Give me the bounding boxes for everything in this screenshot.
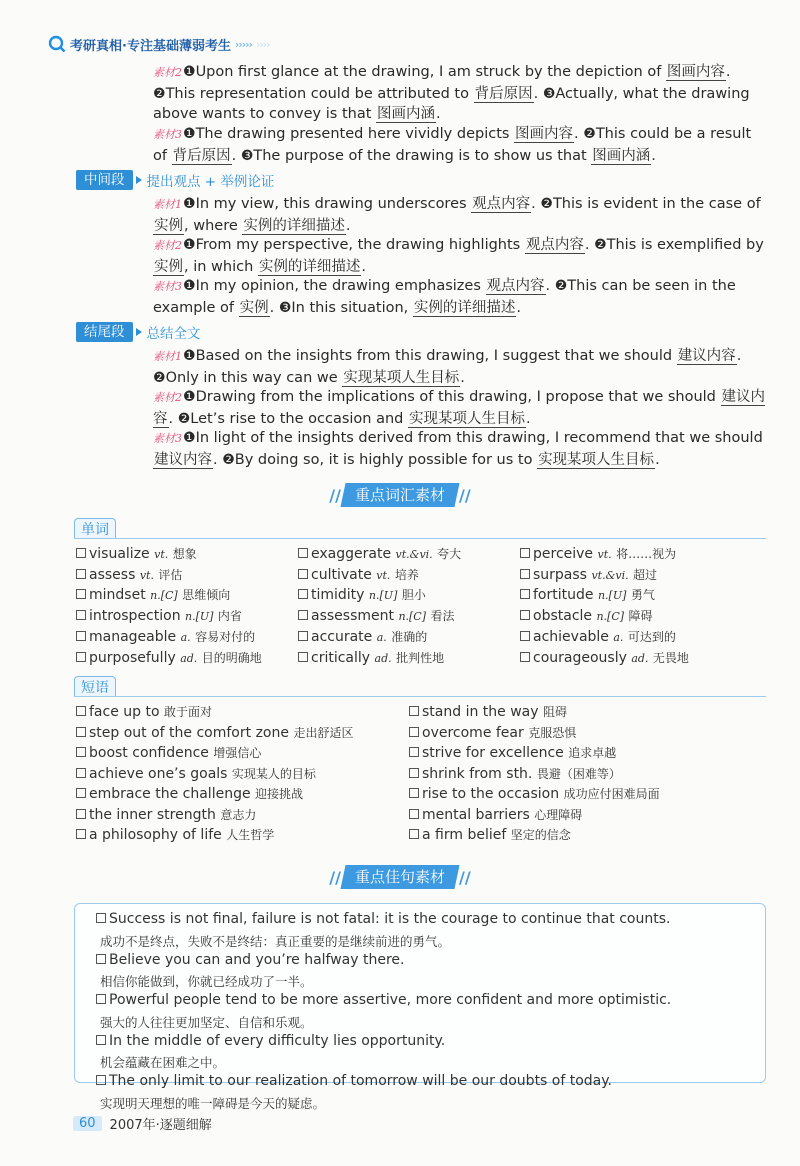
word-item <box>76 628 255 645</box>
vocab-banner <box>0 482 800 508</box>
num-1: ❶ <box>183 64 196 80</box>
word-zh: 将……视为 <box>616 547 677 561</box>
section-label: 中间段 <box>76 170 133 190</box>
num-1: ❶ <box>183 389 196 405</box>
text: . <box>725 64 731 80</box>
phrase-en: a firm belief <box>422 827 507 843</box>
text: . <box>545 278 555 294</box>
text: . <box>584 237 595 253</box>
word-pos: n.[C] <box>150 589 178 603</box>
word-item <box>520 628 676 645</box>
word-en: perceive <box>533 546 594 562</box>
word-en: obstacle <box>533 608 593 625</box>
sentence-zh: 强大的人往往更加坚定、自信和乐观。 <box>100 1014 313 1030</box>
word-item <box>298 566 419 583</box>
checkbox-icon[interactable] <box>409 727 419 737</box>
sentence-zh: 实现明天理想的唯一障碍是今天的疑虑。 <box>100 1095 326 1111</box>
text: , in which <box>184 258 258 275</box>
arrows-decor: ››››› <box>234 37 252 51</box>
num-1: ❶ <box>183 196 196 212</box>
slash-decor: // <box>459 867 471 887</box>
word-item <box>76 566 182 583</box>
checkbox-icon[interactable] <box>96 913 106 923</box>
word-pos: n.[U] <box>185 610 214 624</box>
word-item <box>298 607 455 624</box>
text: . <box>361 258 367 275</box>
text: . <box>213 451 223 468</box>
text: Based on the insights from this drawing, I suggest that we should <box>195 348 677 364</box>
word-pos: n.[U] <box>597 589 627 603</box>
phrase-zh: 走出舒适区 <box>293 725 354 740</box>
text: Only in this way can we <box>165 369 343 386</box>
num-2: ❷ <box>594 237 607 253</box>
word-item <box>298 628 427 645</box>
phrase-zh: 追求卓越 <box>568 746 617 760</box>
word-pos: a. <box>180 630 191 644</box>
text: The drawing presented here vividly depicts <box>195 126 515 142</box>
phrase-item <box>76 744 261 761</box>
banner-title: 重点词汇素材 <box>354 486 445 504</box>
word-en: assessment <box>311 608 394 625</box>
checkbox-icon[interactable] <box>409 829 419 839</box>
num-1: ❶ <box>183 237 196 253</box>
checkbox-icon[interactable] <box>298 610 308 620</box>
word-en: courageously <box>533 649 627 666</box>
sentence-en-text: Believe you can and you’re halfway there. <box>109 951 405 968</box>
checkbox-icon[interactable] <box>409 788 419 798</box>
text: . <box>436 106 441 123</box>
text: This representation could be attributed to <box>165 85 474 102</box>
checkbox-icon[interactable] <box>76 829 86 839</box>
checkbox-icon[interactable] <box>520 589 530 599</box>
checkbox-icon[interactable] <box>76 768 86 778</box>
blank-underline: 图画内涵 <box>377 106 435 123</box>
footer-title: 2007年·逐题细解 <box>109 1118 212 1133</box>
word-pos: vt. <box>154 548 169 561</box>
sentence-en-text: The only limit to our realization of tomorrow will be our doubts of today. <box>109 1073 613 1090</box>
phrases-label: 短语 <box>74 676 116 697</box>
phrase-en: mental barriers <box>422 806 530 823</box>
word-zh: 可达到的 <box>627 629 676 644</box>
text: , where <box>184 217 243 234</box>
checkbox-icon[interactable] <box>76 747 86 757</box>
word-zh: 看法 <box>430 609 455 624</box>
phrase-item <box>76 785 303 802</box>
checkbox-icon[interactable] <box>76 569 86 579</box>
blank-underline: 图画内容 <box>666 64 725 80</box>
checkbox-icon[interactable] <box>76 589 86 599</box>
word-en: achievable <box>533 628 609 645</box>
word-zh: 培养 <box>394 567 419 582</box>
word-pos: a. <box>613 630 624 644</box>
phrase-zh: 人生哲学 <box>226 828 275 842</box>
phrase-zh: 增强信心 <box>213 746 262 760</box>
blank-underline: 图画内容 <box>515 126 574 142</box>
text: In my opinion, the drawing emphasizes <box>195 278 486 294</box>
num-3: ❸ <box>278 299 292 316</box>
num-3: ❸ <box>542 85 556 102</box>
template-tag: 素材3 <box>153 280 182 293</box>
section-subtitle: 总结全文 <box>146 326 201 342</box>
word-en: mindset <box>89 587 146 604</box>
phrase-zh: 阻碍 <box>542 705 567 719</box>
blank-underline: 建议内容 <box>153 389 765 427</box>
checkbox-icon[interactable] <box>76 809 86 819</box>
checkbox-icon[interactable] <box>409 747 419 757</box>
word-item <box>76 545 197 562</box>
template-tag: 素材2 <box>153 391 182 404</box>
blank-underline: 实例的详细描述 <box>258 258 361 275</box>
word-pos: vt.&vi. <box>591 568 629 582</box>
phrase-en: embrace the challenge <box>89 786 251 802</box>
text: In this situation, <box>291 299 413 316</box>
checkbox-icon[interactable] <box>76 727 86 737</box>
checkbox-icon[interactable] <box>96 1075 106 1085</box>
sentence-en <box>96 1033 445 1049</box>
text: . <box>655 451 660 468</box>
text: The purpose of the drawing is to show us that <box>253 147 592 164</box>
num-2: ❷ <box>153 85 166 102</box>
word-pos: ad. <box>374 651 392 665</box>
phrase-zh: 意志力 <box>220 807 257 822</box>
banner-box <box>340 483 459 507</box>
sentence-en-text: In the middle of every difficulty lies opportunity. <box>109 1032 446 1049</box>
checkbox-icon[interactable] <box>520 652 530 662</box>
word-zh: 勇气 <box>630 588 655 603</box>
checkbox-icon[interactable] <box>409 706 419 716</box>
text: . <box>168 410 178 427</box>
word-en: surpass <box>533 566 587 583</box>
text: Let’s rise to the occasion and <box>190 410 408 427</box>
phrase-zh: 迎接挑战 <box>255 787 304 801</box>
template-tag: 素材1 <box>153 350 182 363</box>
word-item <box>76 607 242 624</box>
phrase-item <box>409 744 616 761</box>
checkbox-icon[interactable] <box>96 994 106 1004</box>
phrase-item <box>409 703 567 720</box>
phrase-item <box>409 765 621 782</box>
word-en: timidity <box>311 587 365 604</box>
word-zh: 目的明确地 <box>201 650 262 665</box>
word-en: accurate <box>311 628 373 645</box>
text: . <box>231 147 241 164</box>
template-tag: 素材1 <box>153 198 182 211</box>
blank-underline: 图画内涵 <box>592 147 651 164</box>
blank-underline: 实例的详细描述 <box>413 299 516 316</box>
slash-decor: // <box>329 867 341 887</box>
checkbox-icon[interactable] <box>96 1035 106 1045</box>
text: This is evident in the case of <box>552 196 761 212</box>
word-en: critically <box>311 649 371 666</box>
word-zh: 评估 <box>158 567 183 582</box>
checkbox-icon[interactable] <box>76 631 86 641</box>
section-middle-heading <box>76 170 274 190</box>
num-2: ❷ <box>177 410 191 427</box>
checkbox-icon[interactable] <box>298 589 308 599</box>
triangle-arrow-icon <box>136 176 142 184</box>
word-zh: 容易对付的 <box>195 629 256 644</box>
word-en: fortitude <box>533 587 594 604</box>
word-pos: vt.&vi. <box>395 548 433 561</box>
phrase-en: face up to <box>89 704 160 720</box>
blank-underline: 建议内容 <box>677 348 736 364</box>
word-zh: 批判性地 <box>396 650 445 665</box>
section-ending-heading <box>76 322 201 342</box>
word-zh: 准确的 <box>391 629 428 644</box>
word-item <box>520 545 676 562</box>
phrase-item <box>409 785 660 802</box>
word-pos: n.[C] <box>398 610 427 624</box>
checkbox-icon[interactable] <box>76 548 86 558</box>
text: From my perspective, the drawing highlights <box>195 237 525 253</box>
phrase-zh: 克服恐惧 <box>528 725 577 740</box>
checkbox-icon[interactable] <box>76 652 86 662</box>
text: . <box>736 348 742 364</box>
text: This can be seen in the example of <box>153 278 736 316</box>
word-zh: 胆小 <box>401 588 426 603</box>
blank-underline: 实现某项人生目标 <box>343 369 460 386</box>
word-en: assess <box>89 566 136 583</box>
blank-underline: 观点内容 <box>525 237 584 253</box>
text: . <box>533 85 543 102</box>
checkbox-icon[interactable] <box>76 706 86 716</box>
phrase-item <box>76 806 256 823</box>
word-pos: a. <box>376 630 387 644</box>
phrase-item <box>409 806 582 823</box>
word-item <box>298 545 461 562</box>
checkbox-icon[interactable] <box>520 610 530 620</box>
phrase-zh: 敢于面对 <box>164 705 213 719</box>
num-2: ❷ <box>222 451 235 468</box>
text: Drawing from the implications of this drawing, I propose that we should <box>195 389 721 405</box>
num-2: ❷ <box>540 196 553 212</box>
word-item <box>76 586 230 603</box>
brand-text: 考研真相·专注基础薄弱考生 <box>70 38 231 54</box>
magnifier-logo-icon <box>48 35 66 53</box>
phrase-en: step out of the comfort zone <box>89 724 289 741</box>
text: This is exemplified by <box>606 237 764 253</box>
phrase-en: achieve one’s goals <box>89 765 228 782</box>
blank-underline: 实例 <box>154 258 183 275</box>
page-number: 60 <box>73 1116 102 1131</box>
phrase-en: rise to the occasion <box>422 786 560 802</box>
sentence-en <box>96 1073 612 1089</box>
checkbox-icon[interactable] <box>520 631 530 641</box>
phrase-en: shrink from sth. <box>422 765 533 782</box>
phrase-item <box>76 826 274 843</box>
phrases-divider <box>74 696 766 697</box>
phrase-item <box>409 724 576 741</box>
middle-template-3 <box>153 276 767 318</box>
blank-underline: 建议内容 <box>154 451 212 468</box>
phrase-en: the inner strength <box>89 806 216 823</box>
word-pos: ad. <box>631 651 649 665</box>
word-zh: 超过 <box>633 567 658 582</box>
phrase-en: boost confidence <box>89 745 209 761</box>
blank-underline: 实例 <box>154 217 183 234</box>
slash-decor: // <box>329 485 341 505</box>
word-pos: vt. <box>597 548 612 561</box>
num-1: ❶ <box>183 278 196 294</box>
blank-underline: 实现某项人生目标 <box>408 410 525 427</box>
checkbox-icon[interactable] <box>298 631 308 641</box>
num-2: ❷ <box>153 369 166 386</box>
phrase-item <box>76 765 316 782</box>
word-zh: 障碍 <box>628 609 653 624</box>
text: . <box>531 196 541 212</box>
word-pos: n.[U] <box>368 589 398 603</box>
word-en: cultivate <box>311 566 372 583</box>
sentence-zh: 机会蕴藏在困难之中。 <box>100 1055 226 1071</box>
text: . <box>516 299 521 316</box>
ending-template-3 <box>153 428 767 470</box>
num-2: ❷ <box>554 278 568 294</box>
num-1: ❶ <box>183 430 196 446</box>
page-footer <box>73 1114 212 1133</box>
phrase-zh: 畏避（困难等） <box>536 766 621 781</box>
word-pos: vt. <box>376 568 391 582</box>
intro-template-2 <box>153 62 767 125</box>
phrase-item <box>76 724 353 741</box>
text: This could be a result of <box>153 126 752 164</box>
blank-underline: 实例 <box>239 299 269 316</box>
sentence-en <box>96 952 404 968</box>
triangle-arrow-icon <box>136 328 142 336</box>
blank-underline: 观点内容 <box>472 196 531 212</box>
checkbox-icon[interactable] <box>298 569 308 579</box>
section-subtitle: 提出观点 + 举例论证 <box>146 174 275 190</box>
checkbox-icon[interactable] <box>76 788 86 798</box>
text: . <box>574 126 584 142</box>
words-label: 单词 <box>74 518 116 539</box>
num-1: ❶ <box>183 348 196 364</box>
word-zh: 内省 <box>217 609 242 624</box>
sentence-en <box>96 992 671 1008</box>
phrase-en: stand in the way <box>422 704 539 720</box>
word-zh: 想象 <box>172 547 197 561</box>
checkbox-icon[interactable] <box>298 652 308 662</box>
text: . <box>345 217 351 234</box>
template-tag: 素材3 <box>153 432 182 445</box>
word-item <box>520 649 689 666</box>
banner-title: 重点佳句素材 <box>354 868 445 886</box>
text: Upon first glance at the drawing, I am struck by the depiction of <box>195 64 666 80</box>
words-heading <box>74 518 116 538</box>
intro-template-3 <box>153 124 767 166</box>
text: Actually, what the drawing above wants to convey is that <box>153 85 750 123</box>
blank-underline: 实现某项人生目标 <box>538 451 655 468</box>
banner-box <box>340 865 459 889</box>
phrases-heading <box>74 676 116 696</box>
phrase-item <box>409 826 571 843</box>
ending-template-1 <box>153 346 767 388</box>
template-tag: 素材2 <box>153 66 182 79</box>
middle-template-1 <box>153 194 767 236</box>
text: . <box>269 299 279 316</box>
sentence-zh: 相信你能做到，你就已经成功了一半。 <box>100 974 313 990</box>
blank-underline: 观点内容 <box>486 278 545 294</box>
phrase-zh: 心理障碍 <box>534 807 583 822</box>
middle-template-2 <box>153 235 767 277</box>
word-en: visualize <box>89 546 150 562</box>
sentences-banner <box>0 864 800 890</box>
phrase-en: overcome fear <box>422 724 524 741</box>
checkbox-icon[interactable] <box>298 548 308 558</box>
sentence-en-text: Powerful people tend to be more assertive, more confident and more optimistic. <box>109 992 672 1009</box>
phrase-en: a philosophy of life <box>89 827 222 843</box>
word-en: manageable <box>89 628 177 645</box>
word-zh: 无畏地 <box>652 650 689 665</box>
text: In light of the insights derived from this drawing, I recommend that we should <box>195 430 763 446</box>
word-en: purposefully <box>89 649 176 666</box>
text: By doing so, it is highly possible for us to <box>234 451 538 468</box>
checkbox-icon[interactable] <box>520 548 530 558</box>
word-zh: 思维倾向 <box>182 588 231 603</box>
blank-underline: 背后原因 <box>172 147 231 164</box>
slash-decor: // <box>459 485 471 505</box>
text: . <box>525 410 531 427</box>
word-item <box>298 649 444 666</box>
blank-underline: 实例的详细描述 <box>243 217 345 234</box>
num-2: ❷ <box>583 126 596 142</box>
phrase-item <box>76 703 212 720</box>
text: . <box>651 147 656 164</box>
text: In my view, this drawing underscores <box>195 196 472 212</box>
word-en: introspection <box>89 608 181 625</box>
template-tag: 素材3 <box>153 128 182 141</box>
num-3: ❸ <box>240 147 254 164</box>
checkbox-icon[interactable] <box>76 610 86 620</box>
blank-underline: 背后原因 <box>474 85 533 102</box>
num-1: ❶ <box>183 126 196 142</box>
word-en: exaggerate <box>311 546 392 562</box>
checkbox-icon[interactable] <box>96 954 106 964</box>
checkbox-icon[interactable] <box>409 768 419 778</box>
page-header <box>48 34 270 54</box>
word-pos: ad. <box>180 651 198 665</box>
words-divider <box>74 538 766 539</box>
sentence-en-text: Success is not final, failure is not fatal: it is the courage to continue that counts. <box>109 911 671 927</box>
word-item <box>520 607 653 624</box>
arrows-faded-decor: ›››› <box>255 37 270 51</box>
word-item <box>520 586 655 603</box>
phrase-zh: 成功应付困难局面 <box>563 787 660 801</box>
checkbox-icon[interactable] <box>409 809 419 819</box>
word-item <box>298 586 426 603</box>
phrase-zh: 坚定的信念 <box>510 828 571 842</box>
sentence-en <box>96 911 670 927</box>
word-zh: 夸大 <box>437 547 462 561</box>
section-label: 结尾段 <box>76 322 133 342</box>
checkbox-icon[interactable] <box>520 569 530 579</box>
phrase-zh: 实现某人的目标 <box>231 766 316 781</box>
ending-template-2 <box>153 387 767 429</box>
phrase-en: strive for excellence <box>422 745 564 761</box>
text: . <box>460 369 465 386</box>
template-tag: 素材2 <box>153 239 182 252</box>
word-pos: n.[C] <box>596 610 625 624</box>
word-item <box>76 649 262 666</box>
sentence-zh: 成功不是终点，失败不是终结：真正重要的是继续前进的勇气。 <box>100 933 451 949</box>
word-pos: vt. <box>139 568 154 582</box>
word-item <box>520 566 657 583</box>
